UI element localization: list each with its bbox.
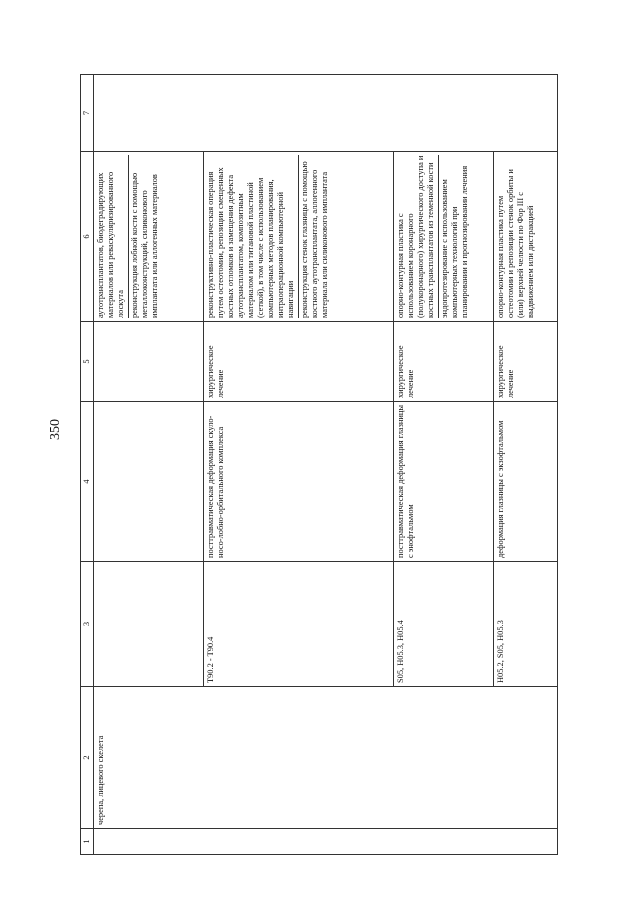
section-label: черепа, лицевого скелета bbox=[96, 735, 105, 825]
codes-cell: H05.2, S05, H05.3 bbox=[494, 562, 558, 687]
col-header-6: 6 bbox=[81, 152, 94, 322]
method-item: реконструкция стенок глазницы с помощью костного аутотрансплантата, аллогенного материала или силиконового имплантата bbox=[298, 155, 332, 318]
diagnosis-cell: посттравматическая деформация скуло-носо-лобно-орбитального комплекса bbox=[204, 402, 394, 562]
methods-cell bbox=[204, 152, 394, 322]
codes-cell: T90.2 - T90.4 bbox=[204, 562, 394, 687]
section-cell bbox=[94, 687, 558, 829]
method-item: реконструкция лобной кости с помощью металлоконструкций, силиконового имплантата или аллогенных материалов bbox=[128, 155, 162, 318]
treatment-cell: хирургическое лечение bbox=[204, 322, 394, 402]
codes-cell bbox=[94, 562, 204, 687]
page-number: 350 bbox=[48, 419, 63, 440]
diagnosis-cell: посттравматическая деформация глазницы с энофтальмом bbox=[394, 402, 494, 562]
codes-cell: S05, H05.3, H05.4 bbox=[394, 562, 494, 687]
diagnosis-cell: деформация глазницы с экзофтальмом bbox=[494, 402, 558, 562]
treatment-cell bbox=[94, 322, 204, 402]
col-header-1: 1 bbox=[81, 829, 94, 855]
method-item: аутотрансплантатов, биодеградирующих материалов или реваскуляризированного лоскута bbox=[96, 171, 125, 318]
cell-col7 bbox=[94, 75, 558, 152]
methods-cell bbox=[94, 152, 204, 322]
col-header-7: 7 bbox=[81, 75, 94, 152]
col-header-3: 3 bbox=[81, 562, 94, 687]
cell-col1 bbox=[94, 829, 558, 855]
method-item: опорно-контурная пластика путем остеотомии и репозиции стенок орбиты и (или) верхней челюсти по Фор III с выдвижением или дистракцией bbox=[496, 169, 535, 318]
document-table-rotated bbox=[80, 75, 558, 855]
method-item: реконструктивно-пластическая операция путем остеотомии, репозиции смещенных костных отломков и замещения дефекта аутотрансплантатом, композитным материалом или титановой пластиной (сеткой), в том числе с использованием компьютерных методов планирования, интраоперационной компьютерной навигации bbox=[206, 167, 295, 318]
methods-cell bbox=[494, 152, 558, 322]
method-item: опорно-контурная пластика с использованием коронарного (полукоронарного) хирургического доступа и костных трансплантатов из теменной кости bbox=[396, 155, 435, 318]
col-header-2: 2 bbox=[81, 687, 94, 829]
col-header-4: 4 bbox=[81, 402, 94, 562]
treatment-cell: хирургическое лечение bbox=[494, 322, 558, 402]
table-row bbox=[94, 75, 204, 855]
method-item: эндопротезирование с использованием компьютерных технологий при планировании и прогнозировании лечения bbox=[438, 155, 472, 318]
col-header-5: 5 bbox=[81, 322, 94, 402]
treatment-cell: хирургическое лечение bbox=[394, 322, 494, 402]
diagnosis-cell bbox=[94, 402, 204, 562]
methods-cell bbox=[394, 152, 494, 322]
header-row bbox=[81, 75, 94, 855]
treatment-table bbox=[80, 74, 558, 855]
